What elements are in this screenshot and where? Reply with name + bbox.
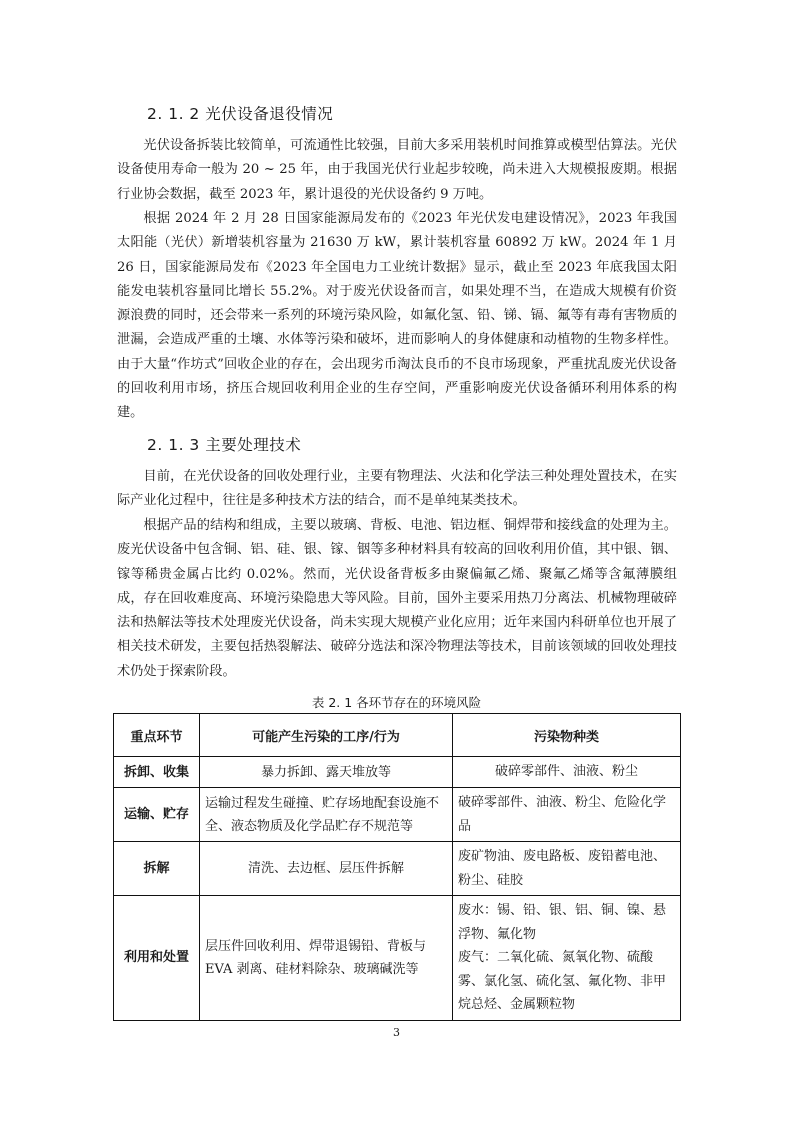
process-cell: 运输过程发生碰撞、贮存场地配套设施不全、液态物质及化学品贮存不规范等 xyxy=(200,788,453,842)
process-cell: 层压件回收利用、焊带退锡铅、背板与 EVA 剥离、硅材料除杂、玻璃碱洗等 xyxy=(200,896,453,1021)
process-cell: 暴力拆卸、露天堆放等 xyxy=(200,757,453,788)
pollutant-wastewater: 废水：锡、铅、银、铝、铜、镍、悬浮物、氟化物 xyxy=(458,903,667,942)
pollutant-cell xyxy=(453,842,681,896)
table-header-row xyxy=(114,714,681,757)
paragraph: 光伏设备拆装比较简单，可流通性比较强，目前大多采用装机时间推算或模型估算法。光伏设备使用寿命一般为 20 ~ 25 年，由于我国光伏行业起步较晚，尚未进入大规模报废期。根据行业协会数据，截至 2023 年，累计退役的光伏设备约 9 万吨。 xyxy=(117,138,677,202)
pollutant-waste-gas: 废气：二氧化硫、氮氧化物、硫酸雾、氯化氢、硫化氢、氟化物、非甲烷总烃、金属颗粒物 xyxy=(458,950,667,1012)
stage-cell: 利用和处置 xyxy=(114,896,200,1021)
column-header-stage: 重点环节 xyxy=(114,714,200,757)
paragraph: 根据产品的结构和组成，主要以玻璃、背板、电池、铝边框、铜焊带和接线盒的处理为主。废光伏设备中包含铜、铝、硅、银、镓、铟等多种材料具有较高的回收利用价值，其中银、铟、镓等稀贵金属占比约 0.02%。然而，光伏设备背板多由聚偏氟乙烯、聚氟乙烯等含氟薄膜组成，存在回收难度高、环境污染隐患大等风险。目前，国外主要采用热刀分离法、机械物理破碎法和热解法等技术处理废光伏设备，尚未实现大规模产业化应用；近年来国内科研单位也开展了相关技术研发，主要包括热裂解法、破碎分选法和深冷物理法等技术，目前该领域的回收处理技术仍处于探索阶段。 xyxy=(117,518,677,679)
pollutant-cell xyxy=(453,757,681,788)
environmental-risk-table xyxy=(113,713,681,1021)
section-heading-2-1-3: 2. 1. 3 主要处理技术 xyxy=(147,436,302,454)
column-header-pollutants: 污染物种类 xyxy=(453,714,681,757)
table-row xyxy=(114,842,681,896)
table-row xyxy=(114,896,681,1021)
stage-cell: 拆解 xyxy=(114,842,200,896)
stage-cell: 运输、贮存 xyxy=(114,788,200,842)
pollutant-cell xyxy=(453,896,681,1021)
table-caption: 表 2. 1 各环节存在的环境风险 xyxy=(311,695,482,710)
paragraph: 目前，在光伏设备的回收处理行业，主要有物理法、火法和化学法三种处理处置技术，在实际产业化过程中，往往是多种技术方法的结合，而不是单纯某类技术。 xyxy=(117,469,677,509)
table-row xyxy=(114,788,681,842)
pollutant-text: 破碎零部件、油液、粉尘 xyxy=(494,764,638,780)
section-heading-2-1-2: 2. 1. 2 光伏设备退役情况 xyxy=(147,105,334,123)
process-cell: 清洗、去边框、层压件拆解 xyxy=(200,842,453,896)
stage-cell: 拆卸、收集 xyxy=(114,757,200,788)
pollutant-cell xyxy=(453,788,681,842)
pollutant-text: 破碎零部件、油液、粉尘、危险化学品 xyxy=(458,795,667,834)
column-header-process: 可能产生污染的工序/行为 xyxy=(200,714,453,757)
pollutant-text: 废矿物油、废电路板、废铅蓄电池、粉尘、硅胶 xyxy=(458,849,667,888)
paragraph: 根据 2024 年 2 月 28 日国家能源局发布的《2023 年光伏发电建设情况》，2023 年我国太阳能（光伏）新增装机容量为 21630 万 kW，累计装机容量 60892 万 kW。2024 年 1 月 26 日，国家能源局发布《2023 年全国电力工业统计数据》显示，截止至 2023 年底我国太阳能发电装机容量同比增长 55.2%。对于废光伏设备而言，如果处理不当，在造成大规模有价资源浪费的同时，还会带来一系列的环境污染风险，如氟化氢、铅、锑、镉、氟等有毒有害物质的泄漏，会造成严重的土壤、水体等污染和破坏，进而影响人的身体健康和动植物的生物多样性。由于大量“作坊式”回收企业的存在，会出现劣币淘汰良币的不良市场现象，严重扰乱废光伏设备的回收利用市场，挤压合规回收利用企业的生存空间，严重影响废光伏设备循环利用体系的构建。 xyxy=(117,211,677,421)
page-number: 3 xyxy=(393,1026,400,1039)
table-row xyxy=(114,757,681,788)
